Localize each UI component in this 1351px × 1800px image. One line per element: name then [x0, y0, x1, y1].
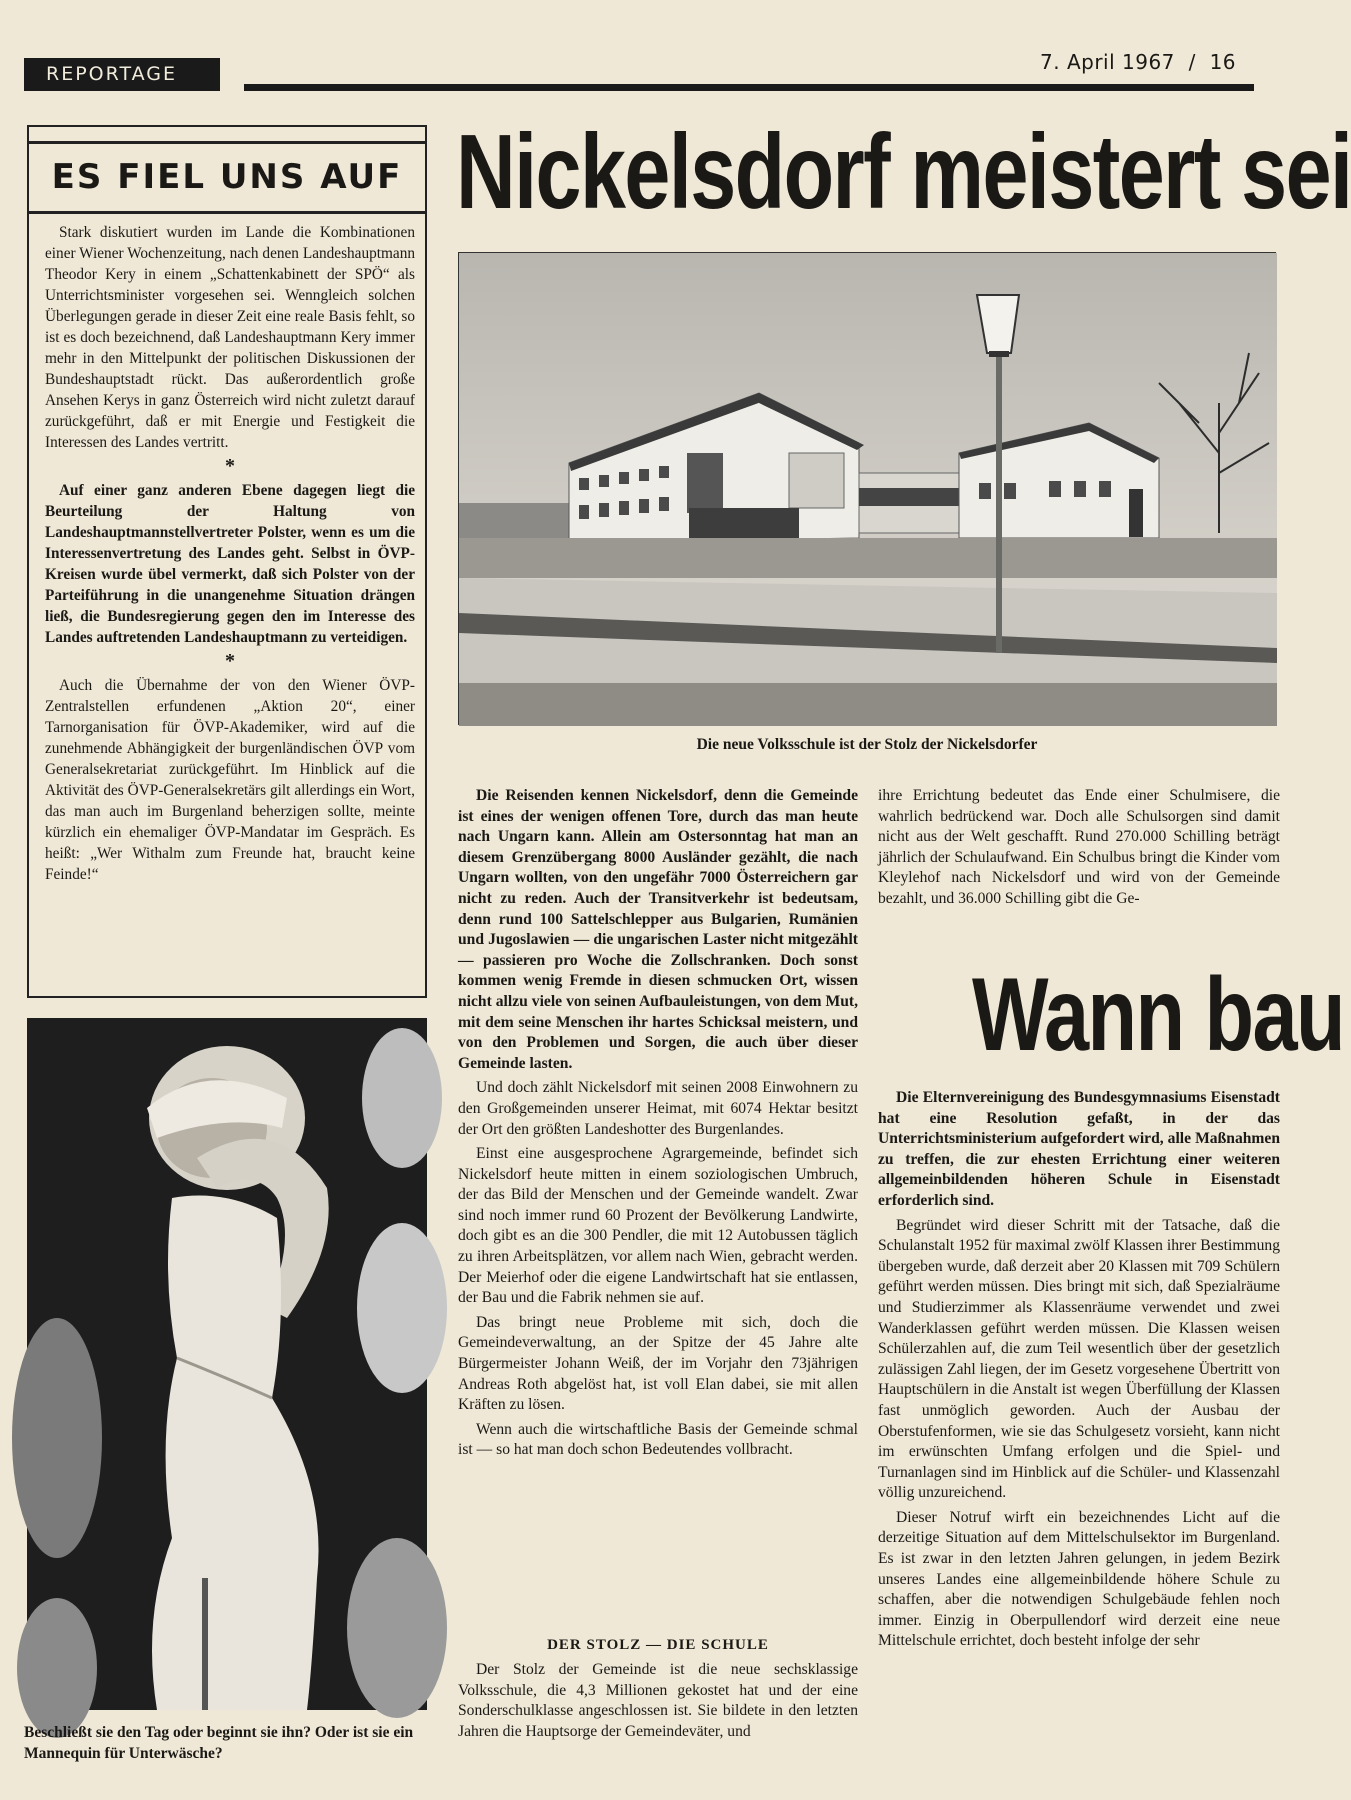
- article-paragraph-1: Und doch zählt Nickelsdorf mit seinen 2008 Einwohnern zu den Großgemeinden unserer Heimat, mit 6074 Hektar besitzt der Ort den größten Landeshotter des Burgenlandes.: [458, 1079, 858, 1138]
- article-column-right-bottom: [878, 1088, 1280, 1656]
- sidebar-separator-1: *: [225, 455, 235, 477]
- article2-lead: Die Elternvereinigung des Bundesgymnasiums Eisenstadt hat eine Resolution gefaßt, in der das Unterrichtsministerium aufgefordert wird, alle Maßnahmen zu treffen, die zur ehesten Errichtung einer weiteren allgemeinbildenden höheren Schule in Eisenstadt erforderlich sind.: [878, 1089, 1280, 1209]
- article2-paragraph-1: Begründet wird dieser Schritt mit der Tatsache, daß die Schulanstalt 1952 für maximal zwölf Klassen ihrer Bestimmung übergeben wurde, daß derzeit aber 20 Klassen mit 709 Schülern geführt werden müssen. Dies bringt mit sich, daß Spezialräume und Studierzimmer als Klassenräume verwendet und zwei Wanderklassen geführt werden müssen. Die Klassen weisen Schülerzahlen auf, die zum Teil wesentlich über der gesetzlich zulässigen Zahl liegen, der im Gesetz vorgesehene Übertritt von Hauptschülern in die Anstalt ist wegen Überfüllung der Klassen fast unmöglich geworden. Auch der Ausbau der Oberstufenformen, wie sie das Schulgesetz vorsieht, kann nicht im erwünschten Umfang erfolgen und die Spiel- und Turnanlagen sind im Hinblick auf die Schüler- und Klassenzahl völlig unzureichend.: [878, 1216, 1280, 1502]
- article-column-middle: [458, 786, 858, 1465]
- headline-wann-bau: Wann bau: [972, 957, 1345, 1073]
- issue-date-page: 7. April 1967 / 16: [1040, 50, 1237, 74]
- sidebar-separator-2: *: [225, 650, 235, 672]
- article-column-middle-bottom: [458, 1660, 858, 1746]
- school-photo-caption: Die neue Volksschule ist der Stolz der Nickelsdorfer: [696, 736, 1038, 753]
- article-lead: Die Reisenden kennen Nickelsdorf, denn die Gemeinde ist eines der wenigen offenen Tore, durch das man heute nach Ungarn kann. Allein am Ostersonntag hat man an diesem Grenzübergang 8000 Ausländer gezählt, die nach Ungarn wollten, von den ungefähr 7000 Österreichern gar nicht zu reden. Auch der Transitverkehr ist bedeutsam, denn rund 100 Sattelschlepper aus Bulgarien, Rumänien und Jugoslawien — die ungarischen Laster nicht mitgezählt — passieren pro Woche die Zollschranken. Doch sonst kommen wenig Fremde in diesen schmucken Ort, wissen nicht allzu viele von seinen Aufbauleistungen, von dem Mut, mit dem seine Menschen ihr hartes Schicksal meistern, und von den Problemen und Sorgen, die auch über dieser Gemeinde lasten.: [458, 787, 858, 1072]
- article-continuation: ihre Errichtung bedeutet das Ende einer Schulmisere, die wahrlich bedrückend war. Doch alle Schulsorgen sind damit nicht aus der Welt geschafft. Rund 270.000 Schilling beträgt jährlich der Schulaufwand. Ein Schulbus bringt die Kinder vom Kleylehof nach Nickelsdorf und wird von der Gemeinde bezahlt, und 36.000 Schilling gibt die Ge-: [878, 787, 1280, 907]
- school-paragraph: Der Stolz der Gemeinde ist die neue sechsklassige Volksschule, die 4,3 Millionen gekostet hat und der eine Sonderschulklasse angeschlossen ist. Sie bildete in den letzten Jahren die Hauptsorge der Gemeindeväter, und: [458, 1661, 858, 1740]
- sidebar-paragraph-1: Stark diskutiert wurden im Lande die Kombinationen einer Wiener Wochenzeitung, nach denen Landeshauptmann Theodor Kery in einem „Schattenkabinett der SPÖ“ als Unterrichtsminister vorgesehen sei. Wenngleich solchen Überlegungen gerade in dieser Zeit eine reale Basis fehlt, so ist es doch bezeichnend, daß Landeshauptmann Kery immer mehr in den Mittelpunkt der politischen Diskussionen der Bundeshauptstadt rückt. Das außerordentlich große Ansehen Kerys in ganz Österreich wird nicht zuletzt darauf zurückgeführt, daß er mit Energie und Festigkeit die Interessen des Landes vertritt.: [45, 224, 415, 451]
- school-photo: [458, 252, 1276, 725]
- mannequin-image: [27, 1018, 427, 1710]
- mannequin-photo: [27, 1018, 427, 1710]
- sidebar-paragraph-2: Auf einer ganz anderen Ebene dagegen liegt die Beurteilung der Haltung von Landeshauptmannstellvertreter Polster, wenn es um die Interessenvertretung des Landes geht. Selbst in ÖVP-Kreisen wurde übel vermerkt, daß sich Polster von der Parteiführung in die unangenehme Situation drängen ließ, die Bundesregierung gegen den im Interesse des Landes auftretenden Landeshauptmann zu verteidigen.: [45, 482, 415, 646]
- subhead-stolz-schule: DER STOLZ — DIE SCHULE: [547, 1637, 769, 1653]
- section-tag: REPORTAGE: [24, 58, 220, 91]
- mannequin-caption: Beschließt sie den Tag oder beginnt sie ihn? Oder ist sie ein Mannequin für Unterwäsche?: [24, 1724, 414, 1762]
- header-rule: [244, 84, 1254, 91]
- sidebar-title: ES FIEL UNS AUF: [27, 141, 427, 214]
- sidebar-column: [45, 222, 415, 888]
- headline-nickelsdorf: Nickelsdorf meistert sei: [456, 113, 1351, 231]
- school-building-image: [459, 253, 1277, 726]
- sidebar-paragraph-3: Auch die Übernahme der von den Wiener ÖVP-Zentralstellen erfundenen „Aktion 20“, einer Tarnorganisation für ÖVP-Akademiker, wird auf die zunehmende Abhängigkeit der burgenländischen ÖVP vom Generalsekretariat zurückgeführt. Im Hinblick auf die Aktivität des ÖVP-Generalsekretärs gilt allerdings ein Wort, das man auch im Burgenland beherzigen sollte, meinte kürzlich ein ehemaliger ÖVP-Mandatar im Gespräch. Es heißt: „Wer Withalm zum Freunde hat, braucht keine Feinde!“: [45, 677, 415, 883]
- article-paragraph-2: Einst eine ausgesprochene Agrargemeinde, befindet sich Nickelsdorf heute mitten in einem soziologischen Umbruch, der das Bild der Menschen und der Gemeinde wandelt. Zwar sind noch immer rund 60 Prozent der Bevölkerung Landwirte, doch gibt es an die 300 Pendler, die mit 12 Autobussen täglich zu ihren Arbeitsplätzen, vor allem nach Wien, gebracht werden. Der Meierhof oder die eigene Landwirtschaft hat sie entlassen, der Bau und die Fabrik nehmen sie auf.: [458, 1145, 858, 1307]
- article-column-right-top: [878, 786, 1280, 914]
- article2-paragraph-2: Dieser Notruf wirft ein bezeichnendes Licht auf die derzeitige Situation auf dem Mittelschulsektor im Burgenland. Es ist zwar in den letzten Jahren gelungen, in jedem Bezirk unseres Landes eine allgemeinbildende höhere Schule zu schaffen, aber die notwendigen Schulgebäude fehlen noch immer. Einzig in Oberpullendorf wird derzeit eine neue Mittelschule errichtet, doch besteht infolge der sehr: [878, 1508, 1280, 1650]
- article-paragraph-3: Das bringt neue Probleme mit sich, doch die Gemeindeverwaltung, an der Spitze der 45 Jahre alte Bürgermeister Johann Weiß, der im Vorjahr den 73jährigen Andreas Roth abgelöst hat, ist voll Elan dabei, sie mit allen Kräften zu lösen.: [458, 1313, 858, 1414]
- article-paragraph-4: Wenn auch die wirtschaftliche Basis der Gemeinde schmal ist — so hat man doch schon Bedeutendes vollbracht.: [458, 1420, 858, 1459]
